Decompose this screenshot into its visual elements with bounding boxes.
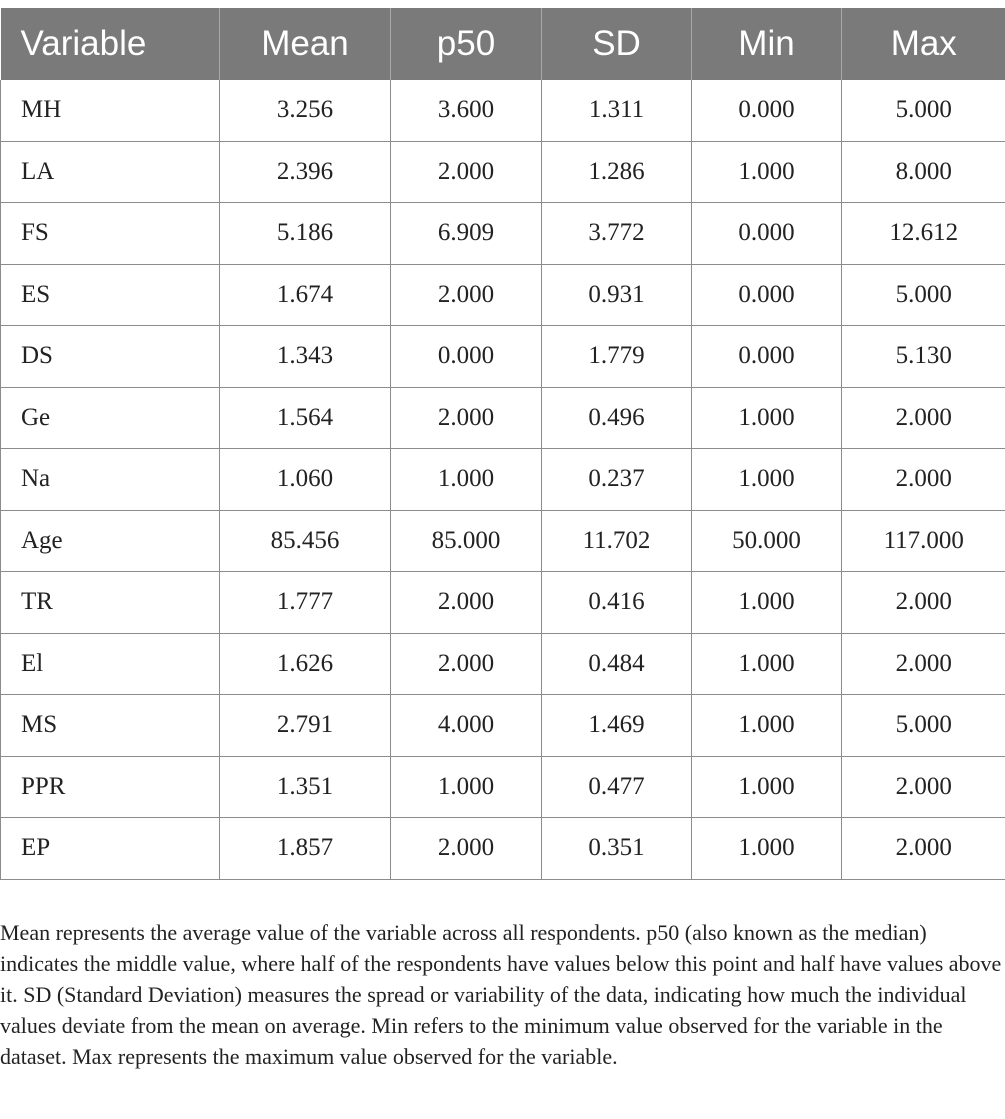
cell-sd: 1.286 bbox=[542, 141, 692, 203]
cell-mean: 85.456 bbox=[220, 510, 391, 572]
descriptive-statistics-table bbox=[0, 8, 1005, 880]
header-sd: SD bbox=[542, 8, 692, 80]
cell-min: 1.000 bbox=[692, 818, 842, 880]
cell-sd: 3.772 bbox=[542, 203, 692, 265]
cell-min: 1.000 bbox=[692, 387, 842, 449]
cell-variable: LA bbox=[1, 141, 220, 203]
cell-sd: 0.416 bbox=[542, 572, 692, 634]
cell-max: 12.612 bbox=[842, 203, 1005, 265]
table-row bbox=[1, 141, 1005, 203]
table-header bbox=[1, 8, 1005, 80]
cell-variable: ES bbox=[1, 264, 220, 326]
cell-sd: 0.351 bbox=[542, 818, 692, 880]
cell-mean: 1.857 bbox=[220, 818, 391, 880]
cell-max: 2.000 bbox=[842, 572, 1005, 634]
cell-p50: 2.000 bbox=[391, 818, 542, 880]
cell-variable: MH bbox=[1, 80, 220, 141]
cell-max: 5.000 bbox=[842, 264, 1005, 326]
table-row bbox=[1, 572, 1005, 634]
cell-p50: 1.000 bbox=[391, 756, 542, 818]
cell-min: 0.000 bbox=[692, 326, 842, 388]
cell-sd: 11.702 bbox=[542, 510, 692, 572]
cell-mean: 1.674 bbox=[220, 264, 391, 326]
cell-mean: 3.256 bbox=[220, 80, 391, 141]
cell-min: 1.000 bbox=[692, 572, 842, 634]
cell-max: 2.000 bbox=[842, 756, 1005, 818]
cell-max: 2.000 bbox=[842, 387, 1005, 449]
cell-variable: EP bbox=[1, 818, 220, 880]
cell-max: 2.000 bbox=[842, 633, 1005, 695]
table-row bbox=[1, 633, 1005, 695]
cell-min: 1.000 bbox=[692, 756, 842, 818]
cell-mean: 1.626 bbox=[220, 633, 391, 695]
table-row bbox=[1, 387, 1005, 449]
cell-variable: Age bbox=[1, 510, 220, 572]
cell-mean: 1.060 bbox=[220, 449, 391, 511]
cell-variable: Na bbox=[1, 449, 220, 511]
cell-max: 2.000 bbox=[842, 818, 1005, 880]
table-footnote: Mean represents the average value of the variable across all respondents. p50 (also known as the median) indicates the middle value, where half of the respondents have values below this point and half have values above it. SD (Standard Deviation) measures the spread or variability of the data, indicating how much the individual values deviate from the mean on average. Min refers to the minimum value observed for the variable in the dataset. Max represents the maximum value observed for the variable. bbox=[0, 920, 1002, 1069]
cell-max: 2.000 bbox=[842, 449, 1005, 511]
cell-variable: Ge bbox=[1, 387, 220, 449]
cell-min: 1.000 bbox=[692, 633, 842, 695]
cell-sd: 0.484 bbox=[542, 633, 692, 695]
cell-variable: TR bbox=[1, 572, 220, 634]
cell-min: 50.000 bbox=[692, 510, 842, 572]
cell-max: 8.000 bbox=[842, 141, 1005, 203]
cell-variable: PPR bbox=[1, 756, 220, 818]
cell-min: 0.000 bbox=[692, 80, 842, 141]
cell-sd: 1.311 bbox=[542, 80, 692, 141]
cell-p50: 2.000 bbox=[391, 572, 542, 634]
cell-p50: 1.000 bbox=[391, 449, 542, 511]
table-row bbox=[1, 326, 1005, 388]
table-body bbox=[1, 80, 1005, 879]
table-row bbox=[1, 695, 1005, 757]
cell-sd: 1.779 bbox=[542, 326, 692, 388]
cell-mean: 5.186 bbox=[220, 203, 391, 265]
cell-max: 117.000 bbox=[842, 510, 1005, 572]
header-max: Max bbox=[842, 8, 1005, 80]
cell-max: 5.000 bbox=[842, 695, 1005, 757]
cell-p50: 2.000 bbox=[391, 633, 542, 695]
table-row bbox=[1, 264, 1005, 326]
cell-p50: 85.000 bbox=[391, 510, 542, 572]
header-p50: p50 bbox=[391, 8, 542, 80]
header-mean: Mean bbox=[220, 8, 391, 80]
cell-min: 1.000 bbox=[692, 695, 842, 757]
cell-p50: 4.000 bbox=[391, 695, 542, 757]
cell-p50: 6.909 bbox=[391, 203, 542, 265]
cell-sd: 0.931 bbox=[542, 264, 692, 326]
cell-mean: 1.343 bbox=[220, 326, 391, 388]
cell-p50: 3.600 bbox=[391, 80, 542, 141]
cell-mean: 1.351 bbox=[220, 756, 391, 818]
cell-variable: MS bbox=[1, 695, 220, 757]
header-row bbox=[1, 8, 1005, 80]
cell-mean: 2.791 bbox=[220, 695, 391, 757]
table-row bbox=[1, 756, 1005, 818]
cell-variable: DS bbox=[1, 326, 220, 388]
cell-sd: 0.477 bbox=[542, 756, 692, 818]
table-row bbox=[1, 80, 1005, 141]
cell-min: 0.000 bbox=[692, 203, 842, 265]
cell-mean: 1.564 bbox=[220, 387, 391, 449]
cell-min: 1.000 bbox=[692, 141, 842, 203]
cell-sd: 1.469 bbox=[542, 695, 692, 757]
cell-p50: 2.000 bbox=[391, 264, 542, 326]
table-row bbox=[1, 510, 1005, 572]
cell-p50: 2.000 bbox=[391, 141, 542, 203]
table-row bbox=[1, 449, 1005, 511]
table-row bbox=[1, 203, 1005, 265]
cell-p50: 0.000 bbox=[391, 326, 542, 388]
cell-mean: 2.396 bbox=[220, 141, 391, 203]
cell-mean: 1.777 bbox=[220, 572, 391, 634]
cell-min: 0.000 bbox=[692, 264, 842, 326]
header-variable: Variable bbox=[1, 8, 220, 80]
header-min: Min bbox=[692, 8, 842, 80]
cell-sd: 0.496 bbox=[542, 387, 692, 449]
cell-variable: FS bbox=[1, 203, 220, 265]
cell-max: 5.000 bbox=[842, 80, 1005, 141]
cell-sd: 0.237 bbox=[542, 449, 692, 511]
cell-p50: 2.000 bbox=[391, 387, 542, 449]
cell-min: 1.000 bbox=[692, 449, 842, 511]
table-row bbox=[1, 818, 1005, 880]
cell-variable: El bbox=[1, 633, 220, 695]
cell-max: 5.130 bbox=[842, 326, 1005, 388]
